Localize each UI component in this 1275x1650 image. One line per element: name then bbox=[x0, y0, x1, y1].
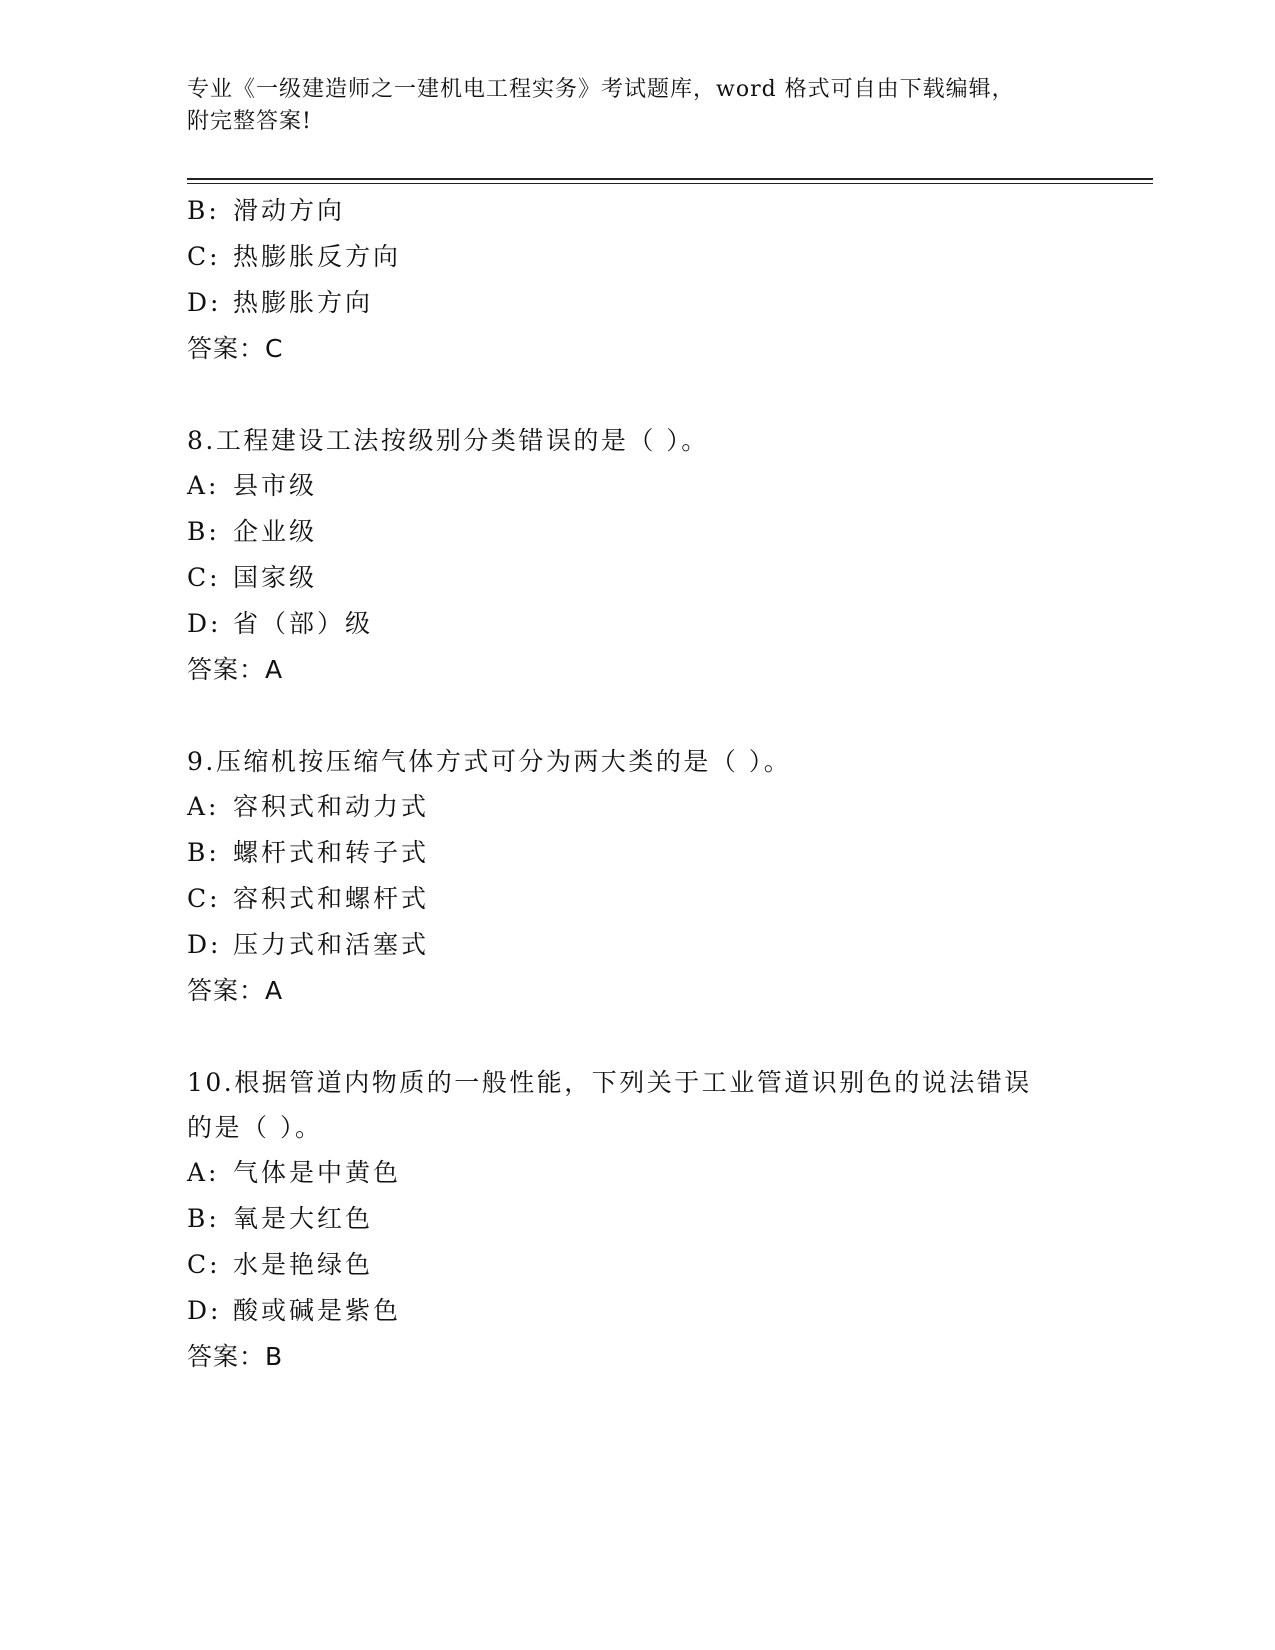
question-7-tail bbox=[187, 188, 1087, 372]
question-8 bbox=[187, 418, 1087, 693]
option-a bbox=[187, 463, 1087, 509]
option-b bbox=[187, 188, 1087, 234]
option-d bbox=[187, 1288, 1087, 1334]
option-c bbox=[187, 555, 1087, 601]
option-key: D: bbox=[187, 930, 222, 959]
option-a bbox=[187, 1150, 1087, 1196]
option-key: D: bbox=[187, 609, 222, 638]
option-key: C: bbox=[187, 242, 221, 271]
header-line-2: 附完整答案! bbox=[187, 109, 312, 134]
option-d bbox=[187, 280, 1087, 326]
spacer bbox=[187, 1014, 1087, 1060]
option-d bbox=[187, 601, 1087, 647]
option-text: 压力式和活塞式 bbox=[233, 930, 430, 959]
option-key: B: bbox=[187, 1204, 220, 1233]
option-text: 酸或碱是紫色 bbox=[233, 1296, 402, 1325]
document-header bbox=[187, 74, 1087, 138]
answer-line: 答案：A bbox=[187, 655, 284, 684]
option-c bbox=[187, 876, 1087, 922]
option-key: C: bbox=[187, 563, 221, 592]
question-title-line-2: 的是（ ）。 bbox=[187, 1113, 323, 1142]
answer-line: 答案：C bbox=[187, 334, 284, 363]
option-key: A: bbox=[187, 471, 220, 500]
answer-line: 答案：B bbox=[187, 1342, 284, 1371]
option-c bbox=[187, 234, 1087, 280]
option-b bbox=[187, 830, 1087, 876]
option-text: 螺杆式和转子式 bbox=[233, 838, 430, 867]
questions-content bbox=[187, 188, 1087, 1380]
option-text: 容积式和螺杆式 bbox=[233, 884, 430, 913]
question-title-line-1: 10.根据管道内物质的一般性能，下列关于工业管道识别色的说法错误 bbox=[187, 1068, 1032, 1097]
header-rule-thin bbox=[187, 183, 1153, 184]
question-title: 8.工程建设工法按级别分类错误的是（ ）。 bbox=[187, 426, 709, 455]
option-b bbox=[187, 509, 1087, 555]
option-text: 热膨胀反方向 bbox=[233, 242, 402, 271]
question-title: 9.压缩机按压缩气体方式可分为两大类的是（ ）。 bbox=[187, 747, 792, 776]
option-key: D: bbox=[187, 288, 222, 317]
option-text: 县市级 bbox=[233, 471, 318, 500]
option-text: 水是艳绿色 bbox=[233, 1250, 374, 1279]
spacer bbox=[187, 372, 1087, 418]
option-c bbox=[187, 1242, 1087, 1288]
option-key: C: bbox=[187, 1250, 221, 1279]
option-key: C: bbox=[187, 884, 221, 913]
option-key: A: bbox=[187, 792, 220, 821]
option-key: A: bbox=[187, 1158, 220, 1187]
option-b bbox=[187, 1196, 1087, 1242]
option-text: 国家级 bbox=[233, 563, 318, 592]
option-key: D: bbox=[187, 1296, 222, 1325]
question-9 bbox=[187, 739, 1087, 1014]
header-line-1: 专业《一级建造师之一建机电工程实务》考试题库，word 格式可自由下载编辑， bbox=[187, 77, 1015, 102]
option-key: B: bbox=[187, 196, 220, 225]
option-d bbox=[187, 922, 1087, 968]
option-key: B: bbox=[187, 517, 220, 546]
spacer bbox=[187, 693, 1087, 739]
header-rule-thick bbox=[187, 178, 1153, 180]
option-a bbox=[187, 784, 1087, 830]
option-text: 省（部）级 bbox=[233, 609, 374, 638]
option-text: 企业级 bbox=[233, 517, 318, 546]
option-text: 氧是大红色 bbox=[233, 1204, 374, 1233]
option-key: B: bbox=[187, 838, 220, 867]
option-text: 气体是中黄色 bbox=[233, 1158, 402, 1187]
option-text: 容积式和动力式 bbox=[233, 792, 430, 821]
question-10 bbox=[187, 1060, 1087, 1380]
answer-line: 答案：A bbox=[187, 976, 284, 1005]
option-text: 热膨胀方向 bbox=[233, 288, 374, 317]
option-text: 滑动方向 bbox=[233, 196, 346, 225]
